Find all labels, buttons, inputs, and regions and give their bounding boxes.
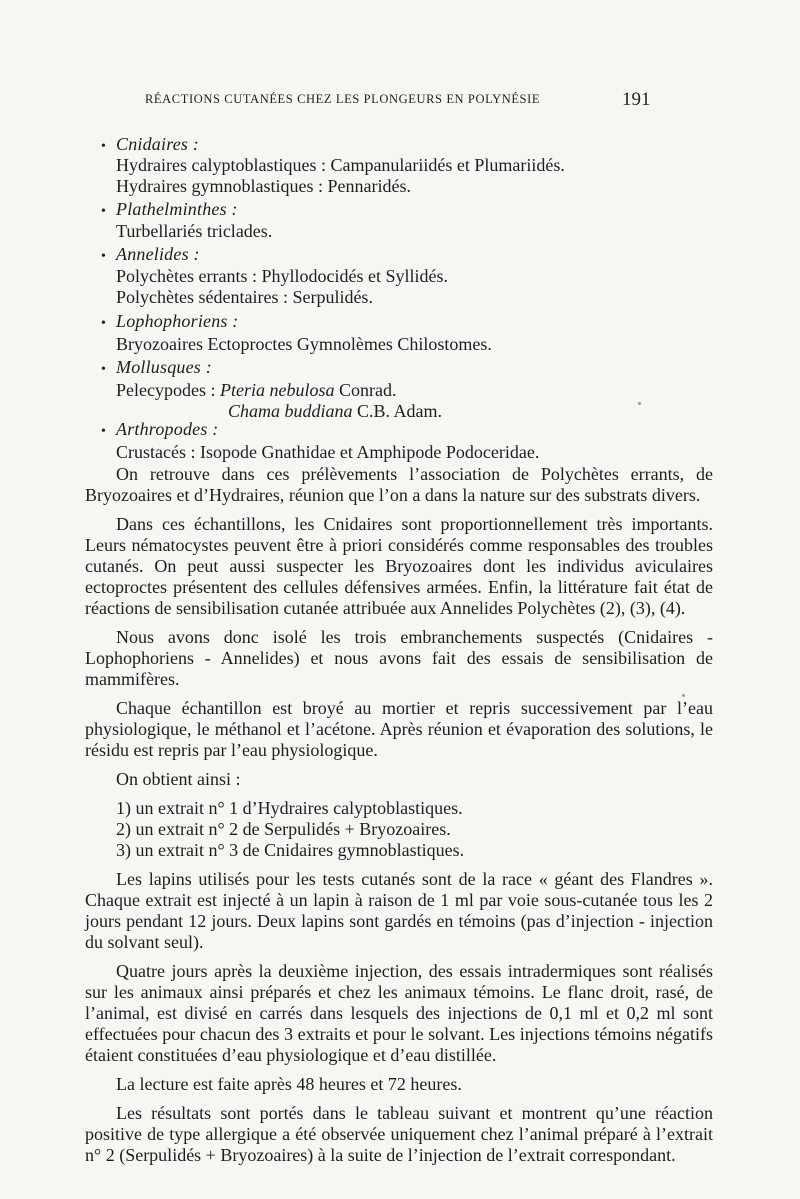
species-name: Chama buddiana [228,401,353,421]
taxon-heading: • Plathelminthes : [101,199,238,219]
paragraph: On retrouve dans ces prélèvements l’association de Polychètes errants, de Bryozoaires et d’Hydraires, réunion que l’on a dans la nature sur des substrats divers. [85,464,713,505]
bullet-icon: • [101,316,107,331]
taxon-heading: • Mollusques : [101,357,212,377]
extract-list-item: 3) un extrait n° 3 de Cnidaires gymnoblastiques. [116,840,465,860]
paragraph: Les résultats sont portés dans le tableau suivant et montrent qu’une réaction positive de type allergique a été observée uniquement chez l’animal préparé à l’extrait n° 2 (Serpulidés + Bryozoaires) à la suite de l’injection de l’extrait correspondant. [85,1103,713,1165]
scan-speck [638,402,641,405]
taxon-heading: • Arthropodes : [101,419,219,439]
taxon-entry: Hydraires calyptoblastiques : Campanulariidés et Plumariidés. [116,155,565,175]
taxon-entry: Hydraires gymnoblastiques : Pennaridés. [116,176,411,196]
taxon-entry: Bryozoaires Ectoproctes Gymnolèmes Chilostomes. [116,334,492,354]
body-text [85,464,713,1174]
taxon-entry: Polychètes sédentaires : Serpulidés. [116,287,373,307]
taxon-entry: Chama buddiana C.B. Adam. [228,401,443,421]
scan-speck [682,694,685,697]
paragraph: Chaque échantillon est broyé au mortier et repris successivement par l’eau physiologique, le méthanol et l’acétone. Après réunion et évaporation des solutions, le résidu est repris par l’eau physiologique. [85,698,713,760]
bullet-icon: • [101,139,107,154]
bullet-icon: • [101,204,107,219]
taxon-heading: • Lophophoriens : [101,311,239,331]
taxon-entry: Turbellariés triclades. [116,221,273,241]
page-number: 191 [622,89,651,110]
paragraph: Quatre jours après la deuxième injection, des essais intradermiques sont réalisés sur les animaux ainsi préparés et chez les animaux témoins. Le flanc droit, rasé, de l’animal, est divisé en carrés dans lesquels des injections de 0,1 ml et 0,2 ml sont effectuées pour chacun des 3 extraits et pour le solvant. Les injections témoins négatifs étaient constituées d’eau physiologique et d’eau distillée. [85,961,713,1065]
paragraph: On obtient ainsi : [116,769,241,789]
paragraph: Les lapins utilisés pour les tests cutanés sont de la race « géant des Flandres ». Chaque extrait est injecté à un lapin à raison de 1 ml par voie sous-cutanée tous les 2 jours pendant 12 jours. Deux lapins sont gardés en témoins (pas d’injection - injection du solvant seul). [85,869,713,952]
extract-list-item: 1) un extrait n° 1 d’Hydraires calyptoblastiques. [116,798,463,818]
bullet-icon: • [101,249,107,264]
taxon-entry: Polychètes errants : Phyllodocidés et Syllidés. [116,266,448,286]
paragraph: La lecture est faite après 48 heures et 72 heures. [116,1074,462,1094]
paragraph: Dans ces échantillons, les Cnidaires sont proportionnellement très importants. Leurs nématocystes peuvent être à priori considérés comme responsables des troubles cutanés. On peut aussi suspecter les Bryozoaires dont les individus aviculaires ectoproctes présentent des cellules défensives armées. Enfin, la littérature fait état de réactions de sensibilisation cutanée attribuée aux Annelides Polychètes (2), (3), (4). [85,514,713,618]
bullet-icon: • [101,424,107,439]
taxon-heading: • Annelides : [101,244,200,264]
running-head: RÉACTIONS CUTANÉES CHEZ LES PLONGEURS EN POLYNÉSIE [145,92,541,106]
species-name: Pteria nebulosa [219,380,335,400]
taxon-entry: Pelecypodes : Pteria nebulosa Conrad. [116,380,397,400]
extract-list-item: 2) un extrait n° 2 de Serpulidés + Bryozoaires. [116,819,451,839]
paragraph: Nous avons donc isolé les trois embranchements suspectés (Cnidaires - Lophophoriens - Annelides) et nous avons fait des essais de sensibilisation de mammifères. [85,627,713,689]
taxon-heading: • Cnidaires : [101,134,200,154]
taxon-entry: Crustacés : Isopode Gnathidae et Amphipode Podoceridae. [116,442,540,462]
bullet-icon: • [101,362,107,377]
